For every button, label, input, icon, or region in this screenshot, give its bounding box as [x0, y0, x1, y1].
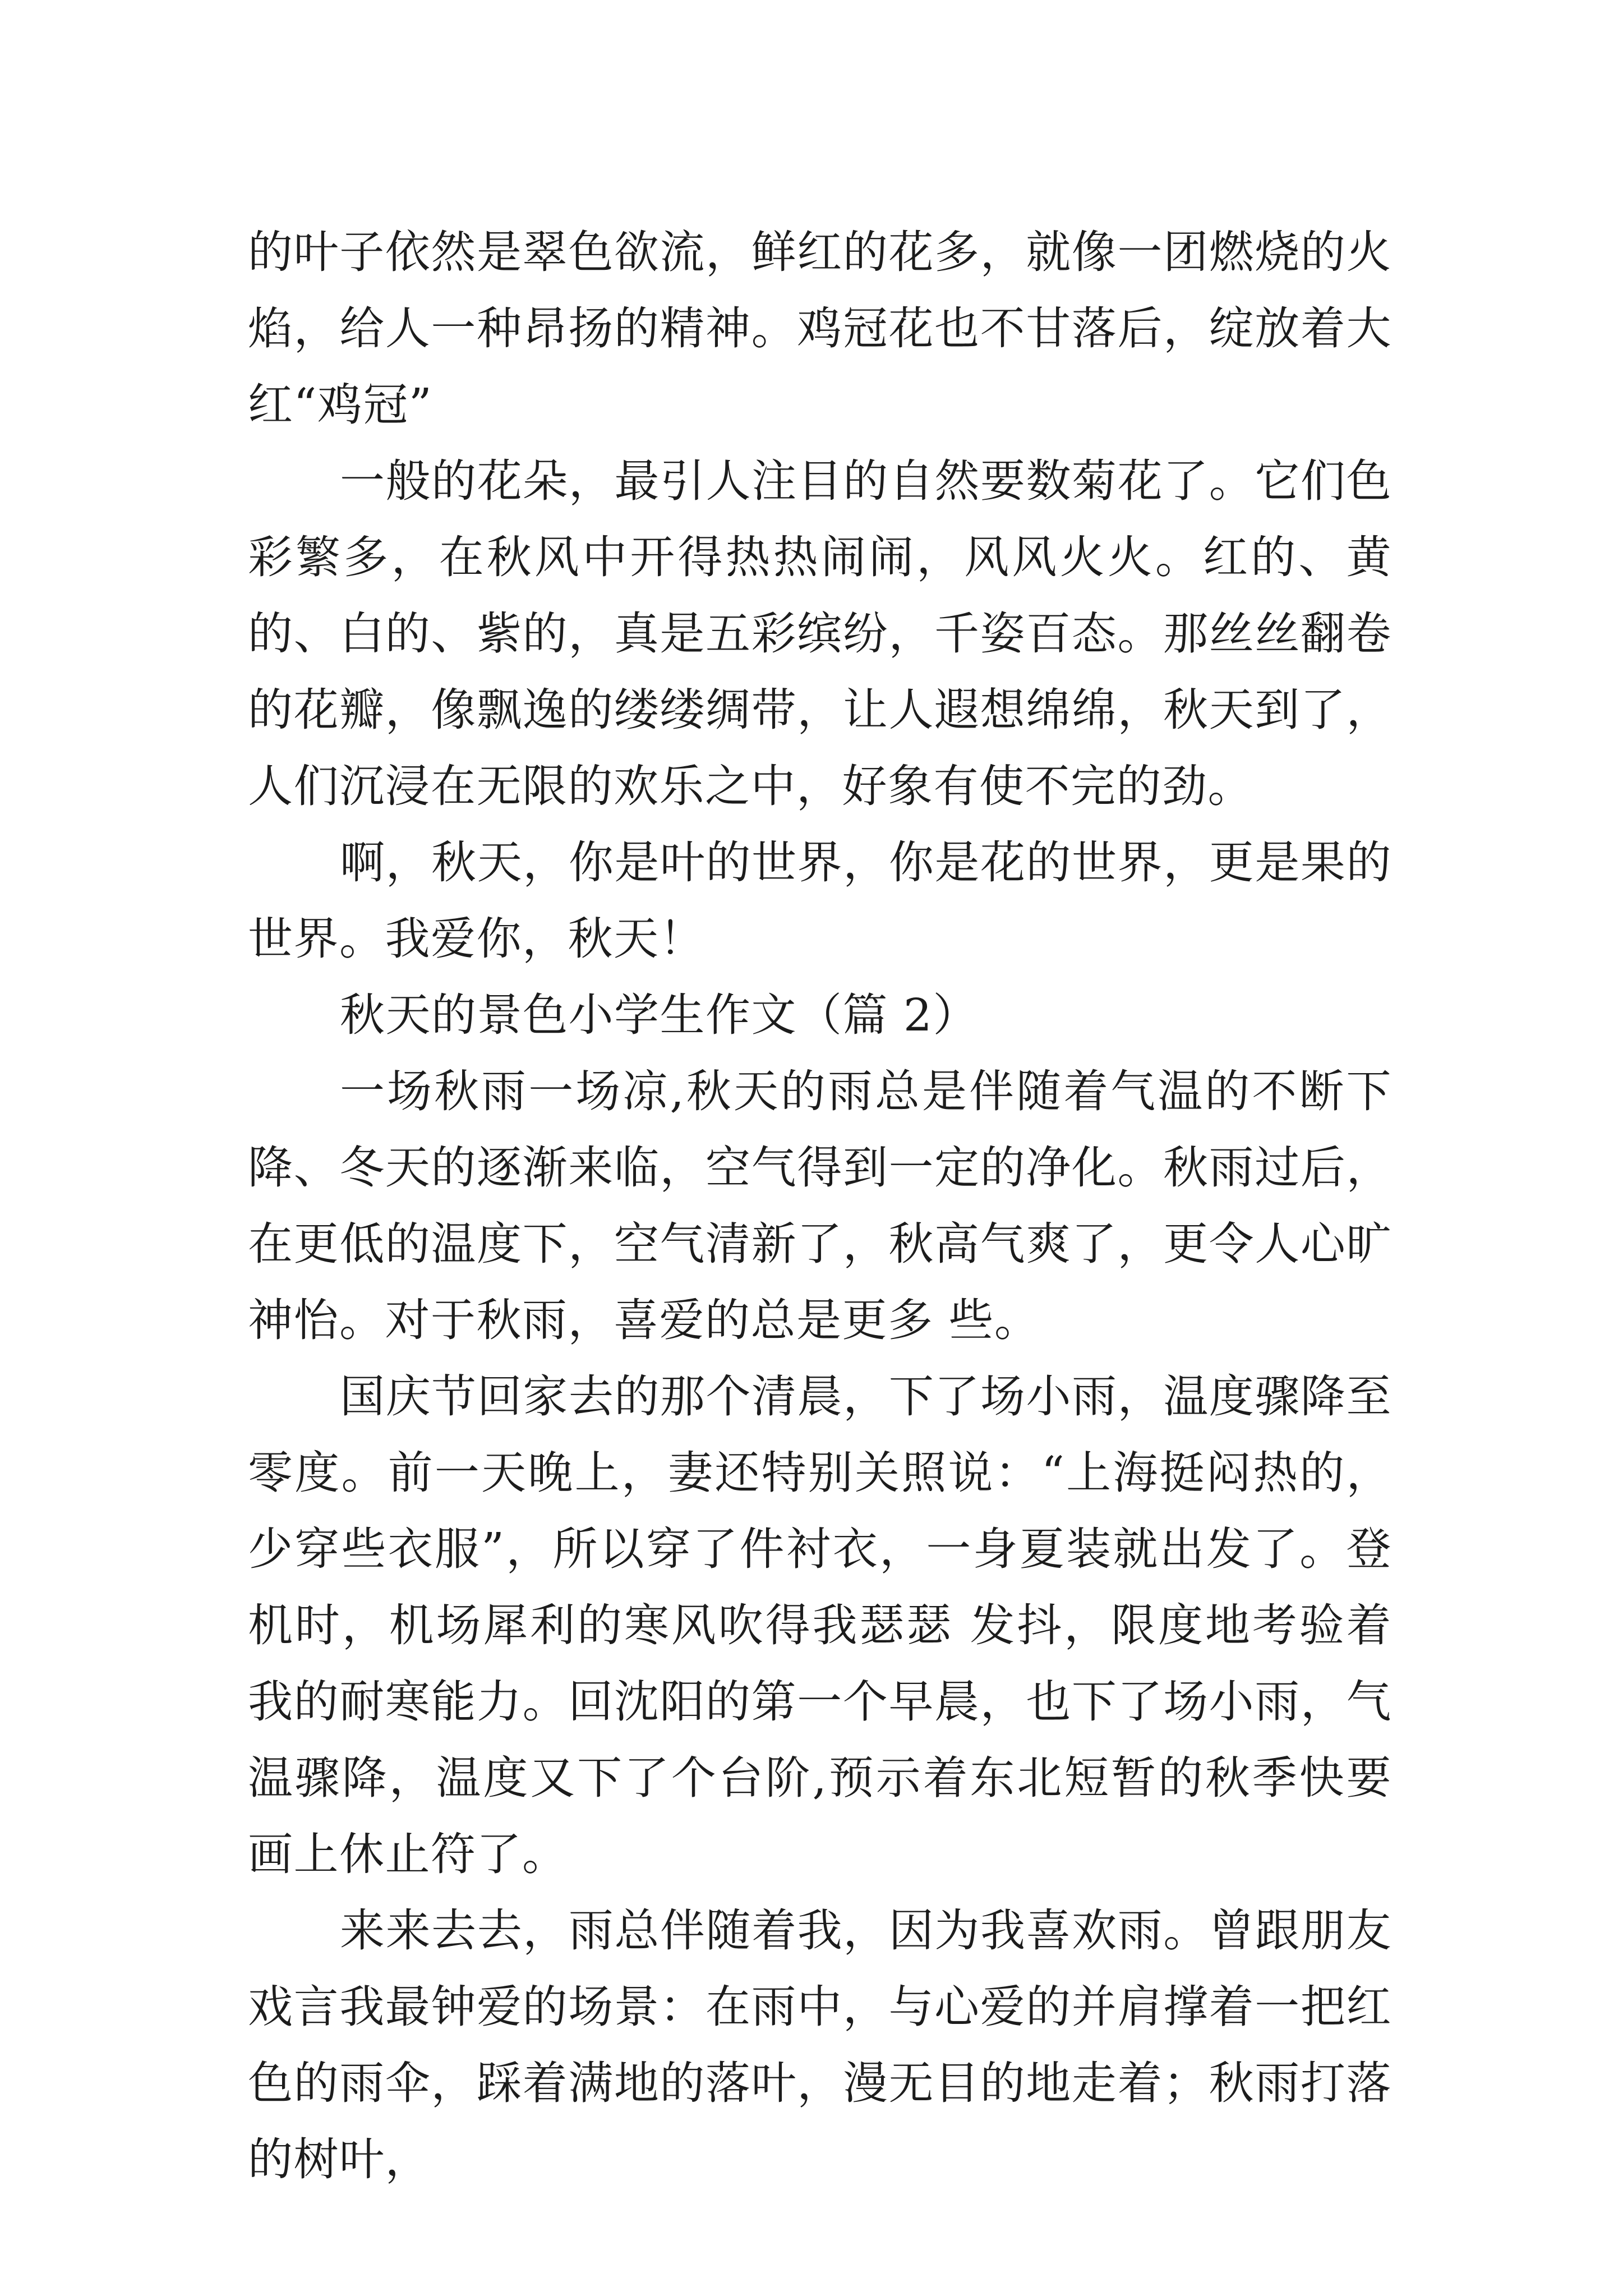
paragraph-6: 来来去去，雨总伴随着我，因为我喜欢雨。曾跟朋友戏言我最钟爱的场景：在雨中，与心爱的并肩撑着一把红色的雨伞，踩着满地的落叶，漫无目的地走着；秋雨打落的树叶，	[248, 1904, 1392, 2185]
paragraph-3: 啊，秋天，你是叶的世界，你是花的世界，更是果的世界。我爱你，秋天！	[248, 836, 1392, 965]
paragraph-1: 的叶子依然是翠色欲流，鲜红的花多，就像一团燃烧的火焰，给人一种昂扬的精神。鸡冠花也不甘落后，绽放着大红“鸡冠”	[248, 226, 1392, 431]
paragraph-4: 一场秋雨一场凉,秋天的雨总是伴随着气温的不断下降、冬天的逐渐来临，空气得到一定的净化。秋雨过后，在更低的温度下，空气清新了，秋高气爽了，更令人心旷神怡。对于秋雨，喜爱的总是更多 些。	[248, 1065, 1392, 1346]
text-column	[248, 214, 1392, 2198]
paragraph-2: 一般的花朵，最引人注目的自然要数菊花了。它们色彩繁多，在秋风中开得热热闹闹，风风火火。红的、黄的、白的、紫的，真是五彩缤纷，千姿百态。那丝丝翻卷的花瓣，像飘逸的缕缕绸带，让人遐想绵绵，秋天到了，人们沉浸在无限的欢乐之中，好象有使不完的劲。	[248, 455, 1392, 812]
paragraph-5: 国庆节回家去的那个清晨，下了场小雨，温度骤降至零度。前一天晚上，妻还特别关照说：“上海挺闷热的，少穿些衣服”，所以穿了件衬衣，一身夏装就出发了。登机时，机场犀利的寒风吹得我瑟瑟 发抖，限度地考验着我的耐寒能力。回沈阳的第一个早晨，也下了场小雨，气温骤降，温度又下了个台阶,预示着东北短暂的秋季快要画上休止符了。	[248, 1370, 1392, 1880]
section-heading: 秋天的景色小学生作文（篇 2）	[340, 989, 979, 1041]
